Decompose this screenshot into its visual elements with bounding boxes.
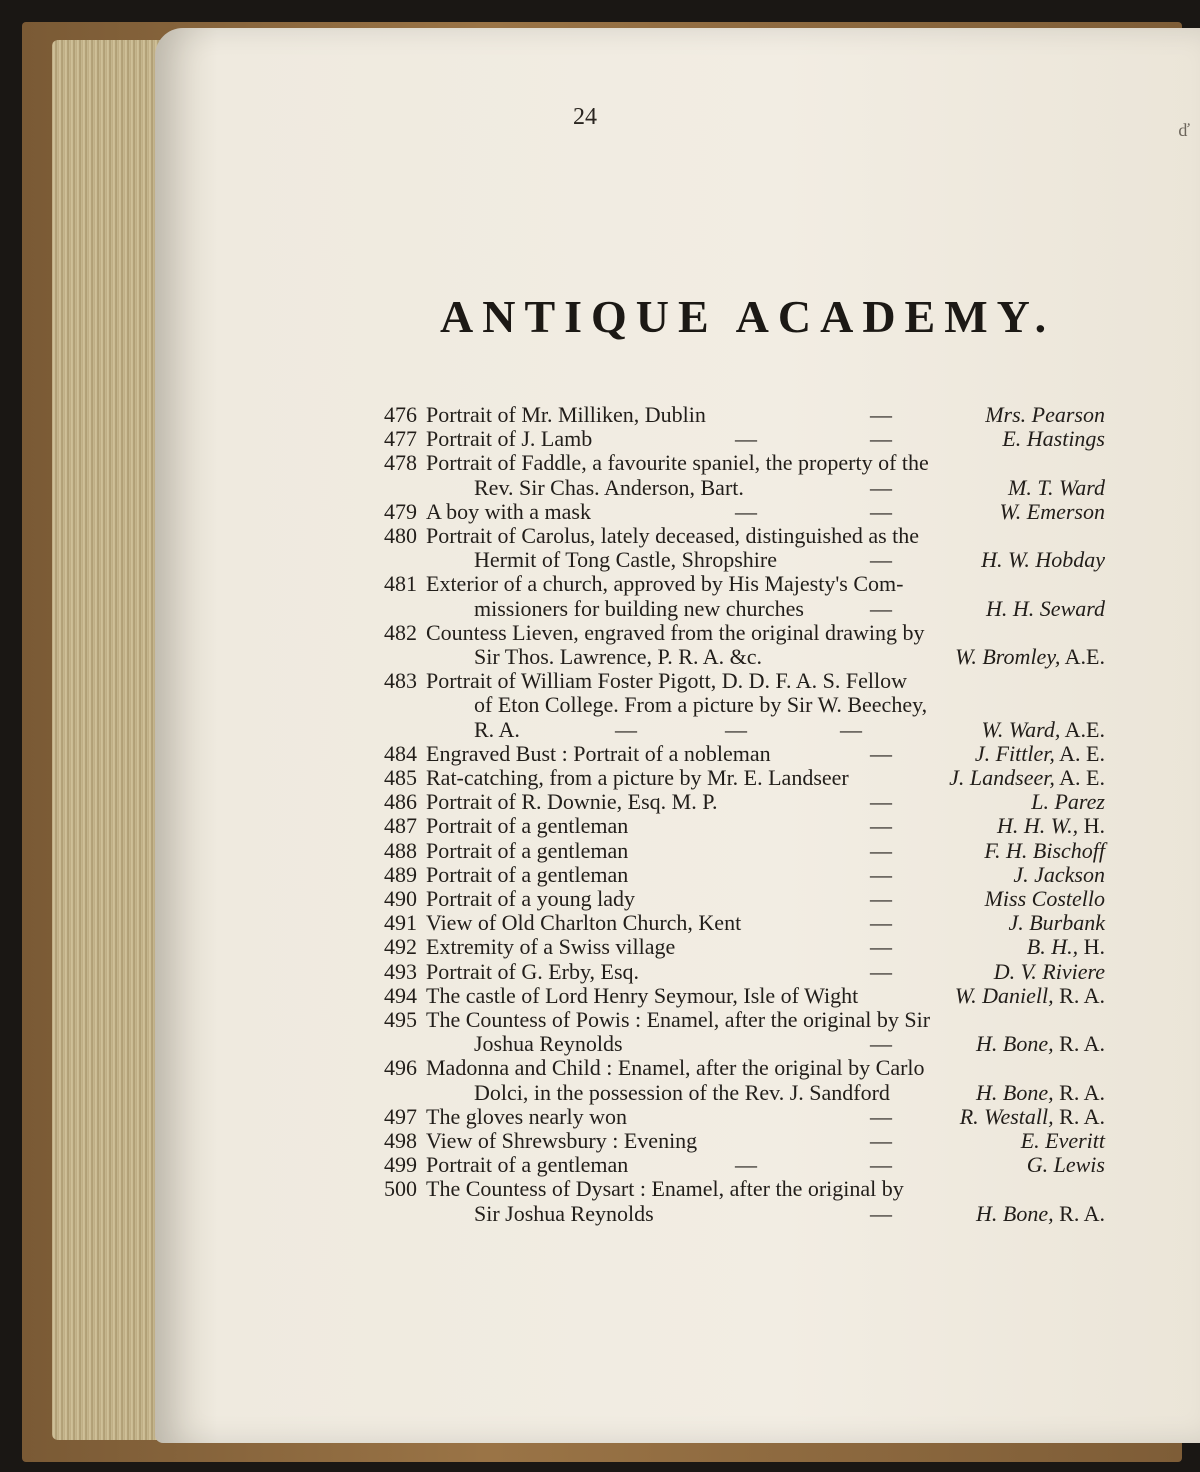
entry-number: 488 [384, 837, 417, 863]
entry-line [0, 450, 1200, 476]
entry-line [0, 523, 1200, 549]
artist-name: H. H. Seward [986, 595, 1105, 621]
entry-line [0, 789, 1200, 815]
entry-dash: — [870, 789, 892, 815]
entry-line [0, 1176, 1200, 1202]
entry-artist [984, 838, 1105, 864]
entry-line [0, 983, 1200, 1009]
entry-artist [1031, 789, 1105, 815]
entry-number: 498 [384, 1128, 417, 1153]
entry-artist [976, 1080, 1105, 1106]
entry-line [0, 1031, 1200, 1057]
entry-artist [976, 1031, 1105, 1057]
entry-artist [1008, 910, 1105, 936]
artist-name: W. Emerson [999, 498, 1105, 524]
entry-dash: — [870, 837, 892, 863]
artist-suffix: A. E. [1059, 765, 1105, 790]
entry-dash: — [870, 1103, 892, 1129]
entry-title: Portrait of Carolus, lately deceased, distinguished as the [426, 523, 920, 548]
entry-line [0, 402, 1200, 428]
entry-dash: — [870, 1031, 892, 1057]
artist-suffix: R. A. [1059, 1079, 1105, 1105]
artist-name: H. Bone, [976, 1200, 1054, 1226]
entry-title: Portrait of a gentleman [426, 837, 629, 863]
entry-dash: — [870, 740, 892, 766]
entry-number: 484 [384, 740, 417, 766]
entry-title: Portrait of a gentleman [426, 861, 629, 887]
entry-number: 489 [384, 861, 417, 887]
entry-dash: — [735, 1152, 757, 1178]
artist-suffix: A.E. [1064, 716, 1105, 742]
entry-number: 479 [384, 498, 417, 524]
artist-suffix: R. A. [1059, 1200, 1105, 1226]
artist-suffix: H. [1083, 934, 1105, 960]
entry-line [0, 862, 1200, 888]
entry-dash: — [870, 861, 892, 887]
entry-artist [999, 499, 1105, 525]
entry-number: 482 [384, 619, 417, 645]
entry-line [0, 1104, 1200, 1130]
entry-line [0, 499, 1200, 525]
artist-name: H. Bone, [976, 1079, 1054, 1105]
entry-line [0, 886, 1200, 912]
artist-name: Mrs. Pearson [985, 402, 1105, 427]
entry-title: Joshua Reynolds [474, 1031, 623, 1057]
entry-artist [949, 765, 1105, 791]
artist-suffix: R. A. [1059, 982, 1105, 1008]
entry-dash: — [870, 934, 892, 960]
entry-dash: — [870, 474, 892, 500]
entry-line [0, 838, 1200, 864]
artist-name: B. H., [1026, 934, 1079, 960]
entry-number: 480 [384, 523, 417, 548]
entry-title: Dolci, in the possession of the Rev. J. Sandford [474, 1079, 890, 1105]
entry-title: Portrait of a young lady [426, 886, 635, 911]
artist-suffix: A. E. [1059, 740, 1105, 766]
entry-title: Exterior of a church, approved by His Majesty's Com- [426, 571, 904, 597]
entry-title: Extremity of a Swiss village [426, 934, 676, 960]
entry-artist [985, 402, 1105, 428]
entry-title: Rat-catching, from a picture by Mr. E. Landseer [426, 765, 849, 790]
entry-dash: — [870, 498, 892, 524]
entry-title: R. A. [474, 716, 520, 742]
entry-number: 483 [384, 668, 417, 694]
entry-line [0, 717, 1200, 743]
artist-name: H. W. Hobday [981, 547, 1105, 573]
entry-artist [1002, 426, 1105, 452]
entry-line [0, 571, 1200, 597]
artist-name: L. Parez [1031, 789, 1105, 815]
entry-title: missioners for building new churches [474, 595, 804, 621]
entry-artist [955, 983, 1105, 1009]
entry-artist [997, 813, 1105, 839]
entry-artist [976, 1201, 1105, 1227]
entry-number: 490 [384, 886, 417, 911]
entry-dash: — [870, 547, 892, 573]
artist-suffix: H. [1083, 813, 1105, 839]
artist-name: M. T. Ward [1008, 474, 1105, 500]
entry-number: 500 [384, 1176, 417, 1202]
entry-title: View of Old Charlton Church, Kent [426, 910, 742, 936]
entry-title: The gloves nearly won [426, 1103, 627, 1129]
entry-number: 486 [384, 789, 417, 815]
entry-title: The Countess of Powis : Enamel, after the original by Sir [426, 1007, 931, 1032]
entry-title: Portrait of Mr. Milliken, Dublin [426, 402, 706, 427]
entry-dash: — [870, 886, 892, 911]
artist-name: G. Lewis [1026, 1152, 1105, 1178]
entry-dash: — [870, 426, 892, 452]
entry-title: Portrait of G. Erby, Esq. [426, 958, 640, 984]
entry-title: Hermit of Tong Castle, Shropshire [474, 547, 777, 573]
entry-title: Countess Lieven, engraved from the original drawing by [426, 619, 925, 645]
entry-dash: — [870, 402, 892, 427]
entry-artist [985, 886, 1105, 912]
entry-title: Sir Thos. Lawrence, P. R. A. &c. [474, 644, 763, 669]
entry-dash: — [735, 426, 757, 452]
entry-line [0, 596, 1200, 622]
entry-dash: — [870, 1200, 892, 1226]
entry-artist [1027, 934, 1105, 960]
entry-line [0, 910, 1200, 936]
artist-name: W. Ward, [981, 716, 1061, 742]
entry-line [0, 1152, 1200, 1178]
entry-artist [981, 547, 1105, 573]
entry-number: 491 [384, 910, 417, 936]
corner-mark: ď [1178, 120, 1190, 140]
entry-line [0, 741, 1200, 767]
entry-title: Rev. Sir Chas. Anderson, Bart. [474, 474, 744, 500]
entry-dash: — [840, 716, 862, 742]
artist-name: E. Everitt [1020, 1128, 1105, 1153]
entry-artist [975, 741, 1105, 767]
entry-dash: — [870, 910, 892, 936]
artist-name: D. V. Riviere [993, 958, 1105, 984]
entry-title: Portrait of R. Downie, Esq. M. P. [426, 789, 718, 815]
entry-line [0, 692, 1200, 718]
entry-dash: — [870, 1152, 892, 1178]
page-number: 24 [573, 104, 597, 130]
entry-number: 496 [384, 1055, 417, 1081]
entry-dash: — [725, 716, 747, 742]
entry-line [0, 1080, 1200, 1106]
entry-dash: — [735, 498, 757, 524]
artist-suffix: R. A. [1059, 1103, 1105, 1129]
entry-number: 478 [384, 450, 417, 476]
entry-artist [1013, 862, 1105, 888]
entry-number: 485 [384, 765, 417, 790]
entry-title: of Eton College. From a picture by Sir W. Beechey, [474, 692, 928, 718]
entry-artist [1008, 475, 1105, 501]
entry-number: 477 [384, 426, 417, 452]
artist-name: E. Hastings [1002, 426, 1105, 452]
entry-line [0, 1201, 1200, 1227]
artist-name: J. Jackson [1013, 861, 1105, 887]
entry-title: The castle of Lord Henry Seymour, Isle of Wight [426, 982, 859, 1008]
entry-dash: — [870, 1128, 892, 1153]
entry-title: The Countess of Dysart : Enamel, after the original by [426, 1176, 904, 1202]
entry-artist [1027, 1152, 1105, 1178]
artist-name: J. Burbank [1008, 910, 1105, 936]
entry-dash: — [615, 716, 637, 742]
entry-number: 481 [384, 571, 417, 597]
artist-name: J. Landseer, [949, 765, 1055, 790]
artist-name: W. Bromley, [955, 644, 1061, 669]
entry-artist [982, 717, 1105, 743]
entry-number: 499 [384, 1152, 417, 1178]
entry-line [0, 934, 1200, 960]
artist-name: F. H. Bischoff [984, 837, 1105, 863]
entry-artist [1021, 1128, 1105, 1154]
entry-line [0, 813, 1200, 839]
entry-line [0, 765, 1200, 791]
artist-name: R. Westall, [959, 1103, 1054, 1129]
entry-title: Engraved Bust : Portrait of a nobleman [426, 740, 771, 766]
entry-title: Portrait of Faddle, a favourite spaniel, the property of the [426, 450, 929, 476]
entry-line [0, 644, 1200, 670]
section-heading: ANTIQUE ACADEMY. [440, 291, 1056, 342]
entry-title: Portrait of a gentleman [426, 813, 629, 839]
entry-number: 487 [384, 813, 417, 839]
artist-suffix: A.E. [1064, 644, 1105, 669]
entry-line [0, 620, 1200, 646]
entry-artist [986, 596, 1105, 622]
entry-line [0, 426, 1200, 452]
entry-number: 494 [384, 982, 417, 1008]
entry-line [0, 1128, 1200, 1154]
artist-name: Miss Costello [984, 886, 1105, 911]
entry-line [0, 959, 1200, 985]
artist-name: J. Fittler, [974, 740, 1055, 766]
entry-artist [960, 1104, 1105, 1130]
entry-title: Madonna and Child : Enamel, after the original by Carlo [426, 1055, 925, 1081]
entry-title: Portrait of J. Lamb [426, 426, 593, 452]
artist-name: H. H. W., [997, 813, 1079, 839]
entry-number: 497 [384, 1103, 417, 1129]
entry-line [0, 1007, 1200, 1033]
entry-line [0, 547, 1200, 573]
artist-name: H. Bone, [976, 1031, 1054, 1057]
entry-line [0, 1055, 1200, 1081]
entry-line [0, 475, 1200, 501]
entry-dash: — [870, 813, 892, 839]
artist-suffix: R. A. [1059, 1031, 1105, 1057]
entry-dash: — [870, 958, 892, 984]
entry-line [0, 668, 1200, 694]
entry-number: 493 [384, 958, 417, 984]
entry-artist [955, 644, 1105, 670]
entry-dash: — [870, 595, 892, 621]
entry-number: 495 [384, 1007, 417, 1032]
entry-artist [994, 959, 1105, 985]
entry-title: Portrait of William Foster Pigott, D. D. F. A. S. Fellow [426, 668, 907, 694]
entry-title: A boy with a mask [426, 498, 591, 524]
artist-name: W. Daniell, [954, 982, 1054, 1008]
entry-title: Sir Joshua Reynolds [474, 1200, 654, 1226]
entry-number: 492 [384, 934, 417, 960]
entry-title: Portrait of a gentleman [426, 1152, 629, 1178]
entry-number: 476 [384, 402, 417, 427]
entry-title: View of Shrewsbury : Evening [426, 1128, 698, 1153]
